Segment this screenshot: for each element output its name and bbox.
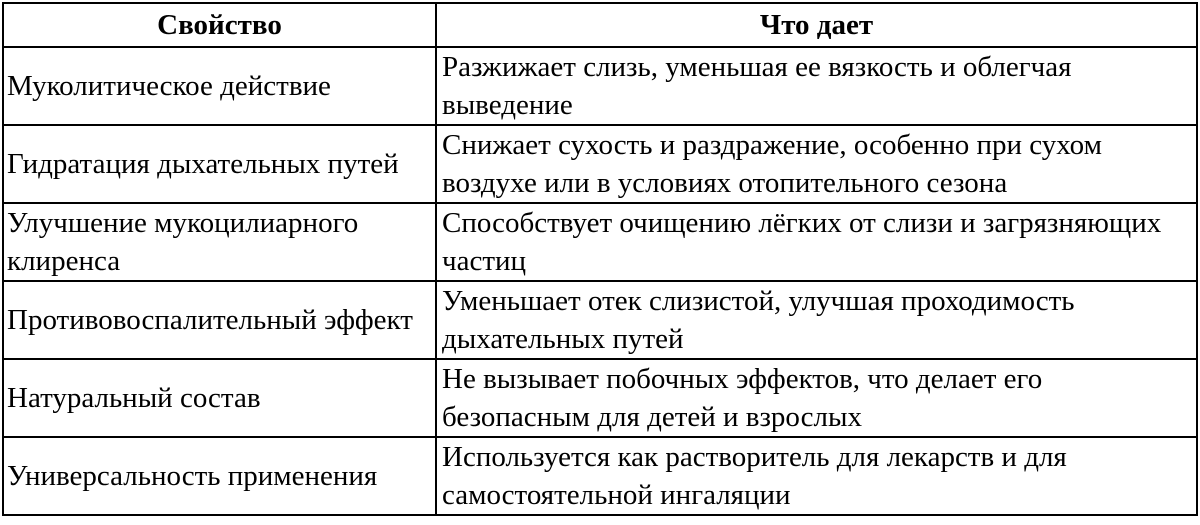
- property-cell: Гидратация дыхательных путей: [3, 125, 436, 203]
- effect-cell: Снижает сухость и раздражение, особенно при сухом воздухе или в условиях отопительного сезона: [436, 125, 1197, 203]
- effect-cell: Не вызывает побочных эффектов, что делает его безопасным для детей и взрослых: [436, 359, 1197, 437]
- effect-cell: Используется как растворитель для лекарств и для самостоятельной ингаляции: [436, 437, 1197, 515]
- property-cell: Улучшение мукоцилиарного клиренса: [3, 203, 436, 281]
- table-row: [3, 125, 1197, 203]
- property-cell: Натуральный состав: [3, 359, 436, 437]
- table-row: [3, 203, 1197, 281]
- properties-table: [2, 2, 1198, 516]
- table-row: [3, 359, 1197, 437]
- table-row: [3, 437, 1197, 515]
- table-header-row: [3, 3, 1197, 47]
- property-cell: Противовоспалительный эффект: [3, 281, 436, 359]
- effect-cell: Разжижает слизь, уменьшая ее вязкость и облегчая выведение: [436, 47, 1197, 125]
- header-property: Свойство: [3, 3, 436, 47]
- effect-cell: Уменьшает отек слизистой, улучшая проходимость дыхательных путей: [436, 281, 1197, 359]
- table-row: [3, 47, 1197, 125]
- table-row: [3, 281, 1197, 359]
- property-cell: Универсальность применения: [3, 437, 436, 515]
- header-effect: Что дает: [436, 3, 1197, 47]
- property-cell: Муколитическое действие: [3, 47, 436, 125]
- effect-cell: Способствует очищению лёгких от слизи и загрязняющих частиц: [436, 203, 1197, 281]
